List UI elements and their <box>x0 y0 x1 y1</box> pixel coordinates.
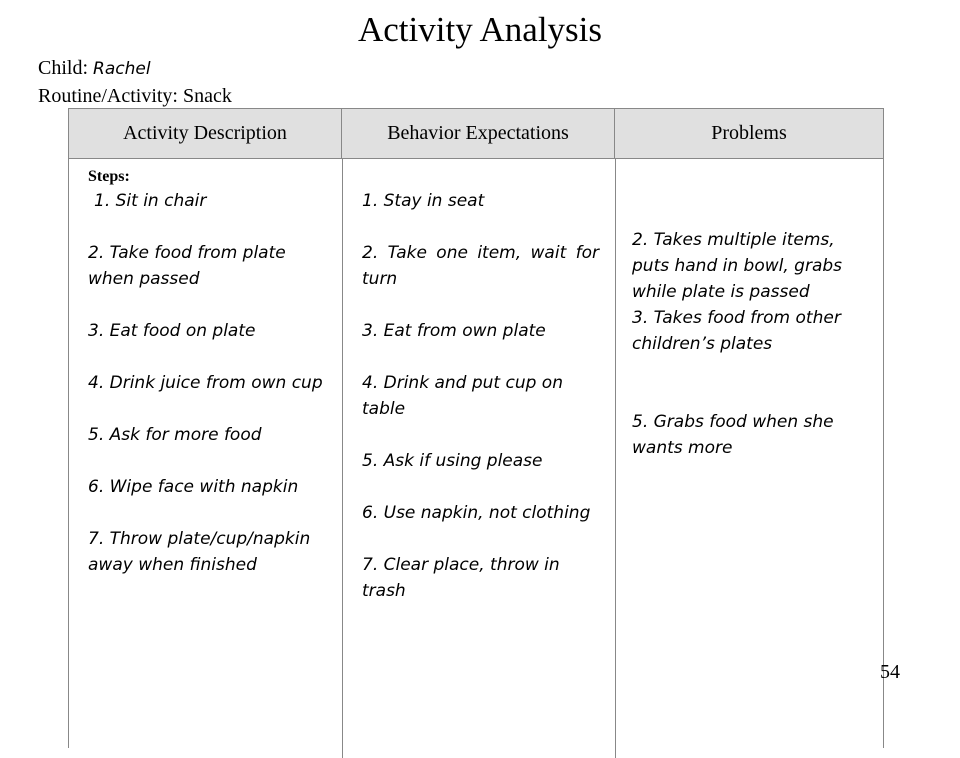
routine-label: Routine/Activity: <box>38 85 178 107</box>
table-header <box>69 109 883 159</box>
child-line <box>38 55 151 82</box>
header-behavior-expectations: Behavior Expectations <box>342 109 615 158</box>
description-item: 2. Take food from plate when passed <box>88 243 286 289</box>
description-item: 4. Drink juice from own cup <box>88 373 323 393</box>
problems-column <box>632 159 872 461</box>
page-title: Activity Analysis <box>357 10 603 49</box>
description-item: 5. Ask for more food <box>88 425 262 445</box>
column-divider <box>615 158 616 758</box>
description-item: 7. Throw plate/cup/napkin away when finished <box>88 529 311 575</box>
problem-item: 3. Takes food from other children’s plates <box>632 308 841 354</box>
column-divider <box>342 158 343 758</box>
child-label: Child: <box>38 57 89 79</box>
problem-item: 5. Grabs food when she wants more <box>632 412 834 458</box>
description-item: 6. Wipe face with napkin <box>88 477 299 497</box>
activity-table <box>68 108 884 748</box>
activity-description-column <box>88 159 328 578</box>
expectation-item: 6. Use napkin, not clothing <box>362 503 591 523</box>
page-number: 54 <box>880 661 900 683</box>
expectation-item: 7. Clear place, throw in trash <box>362 555 560 601</box>
behavior-expectations-column <box>362 159 599 604</box>
header-problems: Problems <box>711 122 787 144</box>
child-name: Rachel <box>93 59 151 79</box>
steps-label: Steps: <box>88 168 130 185</box>
expectation-item: 5. Ask if using please <box>362 451 543 471</box>
expectation-item: 1. Stay in seat <box>362 191 485 211</box>
expectation-item: 2. Take one item, wait for turn <box>362 243 599 289</box>
routine-value: Snack <box>183 85 232 107</box>
problem-item: 2. Takes multiple items, puts hand in bowl, grabs while plate is passed <box>632 230 843 302</box>
description-item: 1. Sit in chair <box>94 191 207 211</box>
header-activity-description: Activity Description <box>69 109 342 158</box>
expectation-item: 4. Drink and put cup on table <box>362 373 563 419</box>
routine-line <box>38 83 232 109</box>
description-item: 3. Eat food on plate <box>88 321 256 341</box>
expectation-item: 3. Eat from own plate <box>362 321 546 341</box>
